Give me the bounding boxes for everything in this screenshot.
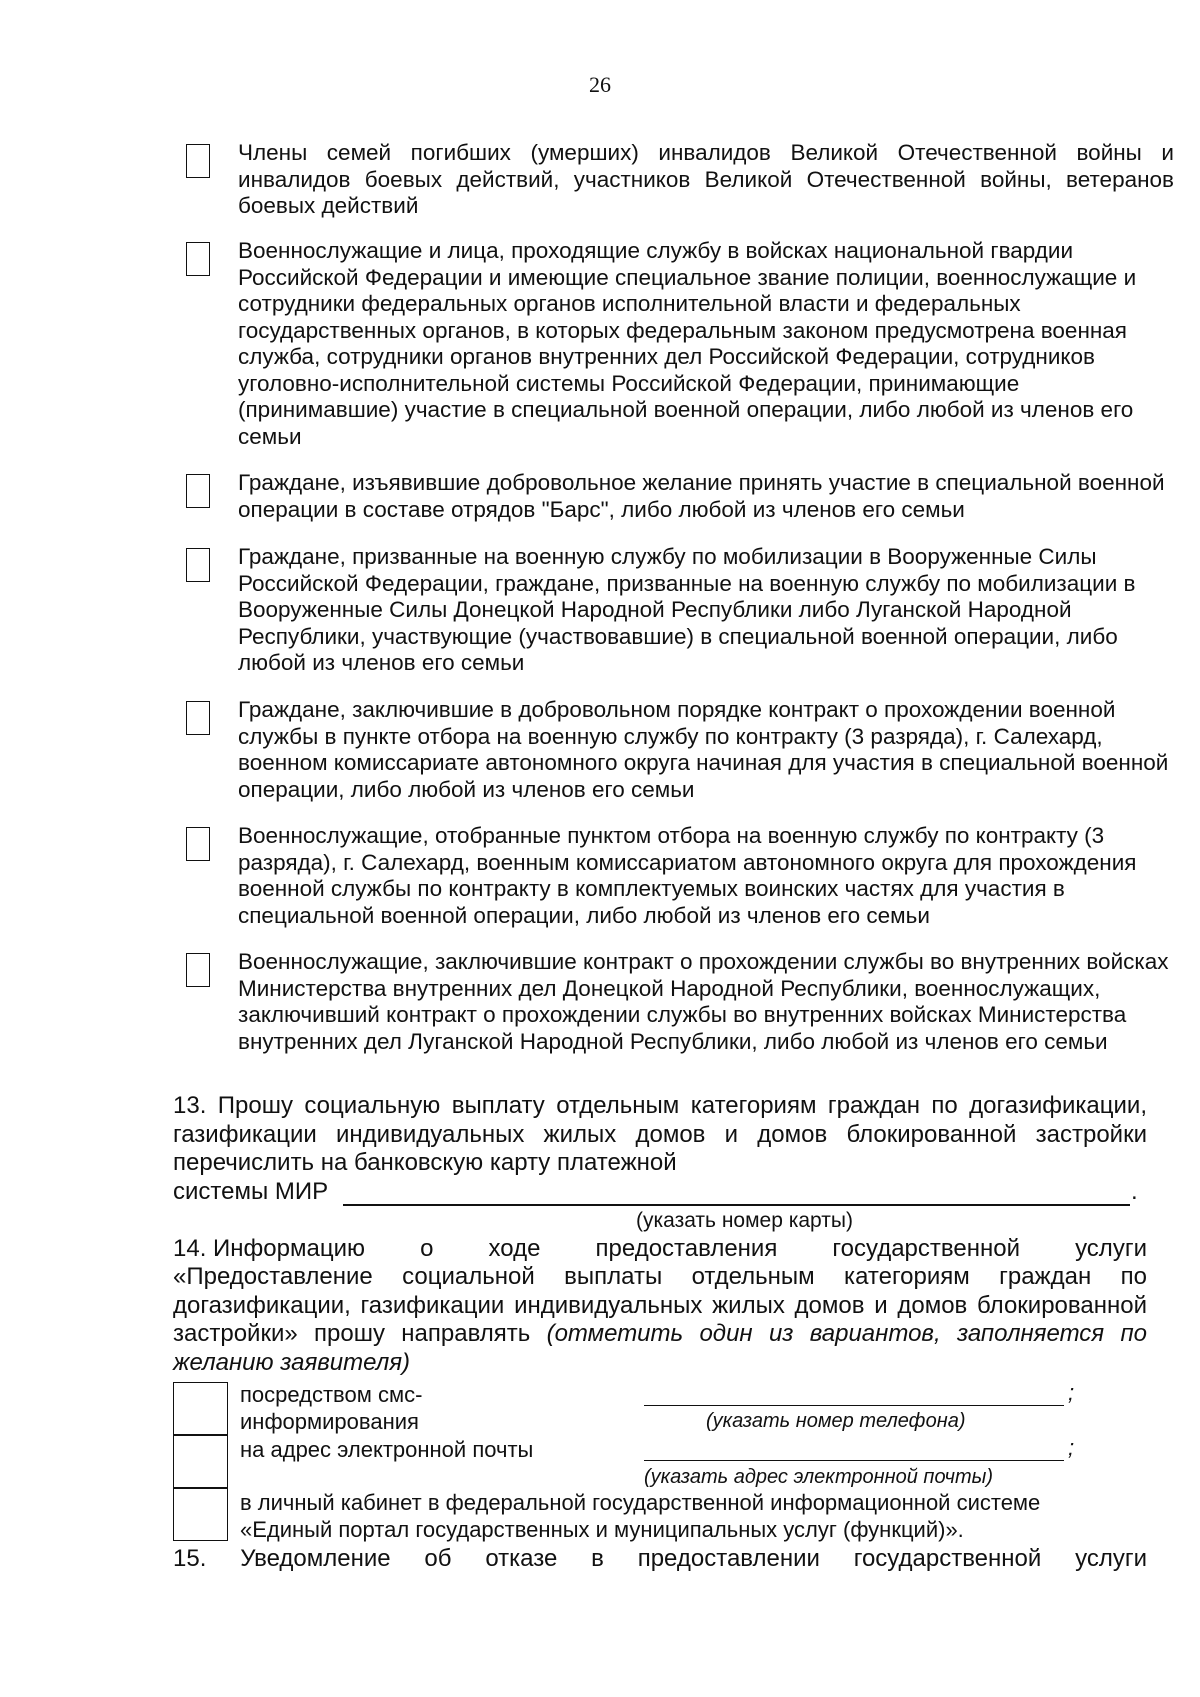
- item-15-word: об: [424, 1545, 452, 1572]
- card-number-field[interactable]: [343, 1178, 1130, 1206]
- item-14-word: услуги: [1075, 1235, 1147, 1262]
- item-13-text: 13. Прошу социальную выплату отдельным категориям граждан по догазификации, газификации индивидуальных жилых домов и домов блокированной застройки перечислить на банковскую карту платежной: [173, 1092, 1147, 1177]
- item-13-mir-prefix: системы МИР: [173, 1178, 329, 1205]
- item-15-word: отказе: [485, 1545, 558, 1572]
- item-14-body: [173, 1263, 1147, 1377]
- category-label: Члены семей погибших (умерших) инвалидов Великой Отечественной войны и инвалидов боевых действий, участников Великой Отечественной войны, ветеранов боевых действий: [238, 140, 1174, 218]
- item-14-line1: [173, 1235, 1147, 1264]
- category-checkbox[interactable]: [186, 701, 210, 735]
- item-14-word: 14. Информацию: [173, 1235, 365, 1262]
- item-14-italic-note: (отметить один из вариантов, заполняется по желанию заявителя): [173, 1320, 1147, 1376]
- item-15-word: в: [591, 1545, 604, 1572]
- item-13-period: .: [1131, 1178, 1138, 1205]
- category-checkbox[interactable]: [186, 144, 210, 178]
- email-field[interactable]: [644, 1460, 1064, 1461]
- item-14-word: предоставления: [595, 1235, 778, 1262]
- category-checkbox[interactable]: [186, 827, 210, 861]
- category-checkbox[interactable]: [186, 474, 210, 508]
- item-15-word: услуги: [1075, 1545, 1147, 1572]
- portal-option-label-2: «Единый портал государственных и муниципальных услуг (функций)».: [240, 1517, 964, 1542]
- page-number: 26: [589, 72, 611, 97]
- category-label: Военнослужащие, заключившие контракт о прохождении службы во внутренних войсках Министерства внутренних дел Донецкой Народной Республики, военнослужащих, заключивший контракт о прохождении службы во внутренних войсках Министерства внутренних дел Луганской Народной Республики, либо любой из членов его семьи: [238, 949, 1169, 1054]
- item-15-word: государственной: [853, 1545, 1042, 1572]
- item-14-word: государственной: [832, 1235, 1020, 1262]
- portal-option-label-1: в личный кабинет в федеральной государственной информационной системе: [240, 1490, 1041, 1515]
- email-hint: (указать адрес электронной почты): [644, 1466, 994, 1488]
- category-checkbox[interactable]: [186, 953, 210, 987]
- item-15-word: предоставлении: [637, 1545, 820, 1572]
- item-15-word: 15.: [173, 1545, 207, 1572]
- item-14-word: о: [420, 1235, 434, 1262]
- item-15-line: [173, 1545, 1147, 1573]
- item-14-text: «Предоставление социальной выплаты отдельным категориям граждан по догазификации, газификации индивидуальных жилых домов и домов блокированной застройки» прошу направлять: [173, 1263, 1147, 1348]
- item-14-word: ходе: [488, 1235, 541, 1262]
- category-label: Граждане, призванные на военную службу по мобилизации в Вооруженные Силы Российской Федерации, граждане, призванные на военную службу по мобилизации в Вооруженные Силы Донецкой Народной Республики либо Луганской Народной Республики, участвующие (участвовавшие) в специальной военной операции, либо любой из членов его семьи: [238, 544, 1136, 675]
- email-line-end: ;: [1068, 1435, 1075, 1460]
- sms-option-checkbox[interactable]: [173, 1382, 228, 1435]
- category-label: Военнослужащие и лица, проходящие службу в войсках национальной гвардии Российской Федерации и имеющие специальное звание полиции, военнослужащие и сотрудники федеральных органов исполнительной власти и федеральных государственных органов, в которых федеральным законом предусмотрена военная служба, сотрудники органов внутренних дел Российской Федерации, сотрудников уголовно-исполнительной системы Российской Федерации, принимающие (принимавшие) участие в специальной военной операции, либо любой из членов его семьи: [238, 238, 1137, 449]
- sms-option-label-2: информирования: [240, 1409, 419, 1434]
- email-option-checkbox[interactable]: [173, 1435, 228, 1488]
- phone-line-end: ;: [1068, 1380, 1075, 1405]
- phone-number-hint: (указать номер телефона): [706, 1410, 966, 1432]
- item-15-word: Уведомление: [240, 1545, 391, 1572]
- category-checkbox[interactable]: [186, 548, 210, 582]
- card-number-hint: (указать номер карты): [636, 1209, 853, 1232]
- category-label: Военнослужащие, отобранные пунктом отбора на военную службу по контракту (3 разряда), г. Салехард, военным комиссариатом автономного округа для прохождения военной службы по контракту в комплектуемых воинских частях для участия в специальной военной операции, либо любой из членов его семьи: [238, 823, 1137, 928]
- email-option-label: на адрес электронной почты: [240, 1437, 534, 1462]
- portal-option-checkbox[interactable]: [173, 1488, 228, 1541]
- category-checkbox[interactable]: [186, 242, 210, 276]
- sms-option-label-1: посредством смс-: [240, 1382, 423, 1407]
- category-label: Граждане, заключившие в добровольном порядке контракт о прохождении военной службы в пункте отбора на военную службу по контракту (3 разряда), г. Салехард, военном комиссариате автономного округа начиная для участия в специальной военной операции, либо любой из членов его семьи: [238, 697, 1169, 802]
- phone-number-field[interactable]: [644, 1405, 1064, 1406]
- category-label: Граждане, изъявившие добровольное желание принять участие в специальной военной операции в составе отрядов "Барс", либо любой из членов его семьи: [238, 470, 1165, 522]
